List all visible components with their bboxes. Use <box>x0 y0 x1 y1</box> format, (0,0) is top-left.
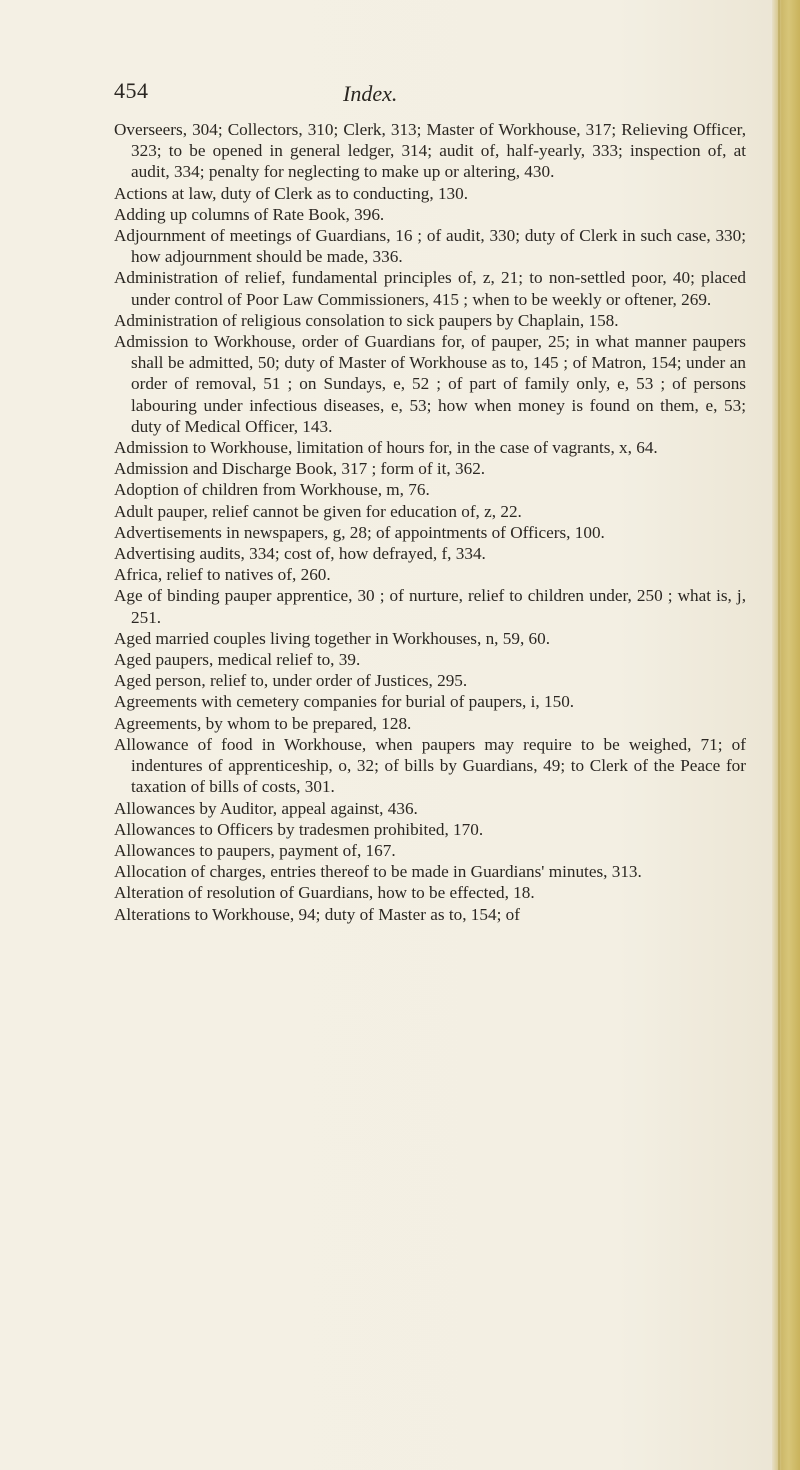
index-entry: Admission to Workhouse, order of Guardians for, of pauper, 25; in what manner paupers shall be admitted, 50; duty of Master of Workhouse as to, 145 ; of Matron, 154; under an order of removal, 51 ; on Sundays, e, 52 ; of part of family only, e, 53 ; of persons labouring under infectious diseases, e, 53; how when money is found on them, e, 53; duty of Medical Officer, 143. <box>114 332 746 436</box>
index-entry: Alterations to Workhouse, 94; duty of Master as to, 154; of <box>114 904 520 924</box>
index-entries <box>114 119 746 925</box>
index-entry: Aged married couples living together in Workhouses, n, 59, 60. <box>114 628 551 648</box>
index-entry: Adding up columns of Rate Book, 396. <box>114 204 385 224</box>
index-entry: Admission and Discharge Book, 317 ; form of it, 362. <box>114 459 486 479</box>
index-entry: Allocation of charges, entries thereof to be made in Guardians' minutes, 313. <box>114 862 642 882</box>
index-entry: Administration of relief, fundamental principles of, z, 21; to non-settled poor, 40; placed under control of Poor Law Commissioners, 415 ; when to be weekly or oftener, 269. <box>114 268 746 309</box>
index-entry: Allowances by Auditor, appeal against, 436. <box>114 798 418 818</box>
index-entry: Actions at law, duty of Clerk as to conducting, 130. <box>114 183 469 203</box>
index-entry: Agreements, by whom to be prepared, 128. <box>114 713 412 733</box>
index-entry: Adult pauper, relief cannot be given for education of, z, 22. <box>114 501 522 521</box>
index-entry: Administration of religious consolation to sick paupers by Chaplain, 158. <box>114 310 619 330</box>
running-head: Index. <box>343 81 398 106</box>
index-entry: Advertisements in newspapers, g, 28; of appointments of Officers, 100. <box>114 522 605 542</box>
index-entry: Alteration of resolution of Guardians, how to be effected, 18. <box>114 883 535 903</box>
index-entry: Age of binding pauper apprentice, 30 ; of nurture, relief to children under, 250 ; what is, j, 251. <box>114 586 746 627</box>
index-entry: Admission to Workhouse, limitation of hours for, in the case of vagrants, x, 64. <box>114 438 658 458</box>
index-entry: Advertising audits, 334; cost of, how defrayed, f, 334. <box>114 544 486 564</box>
index-entry: Adoption of children from Workhouse, m, 76. <box>114 480 430 500</box>
index-entry: Aged person, relief to, under order of Justices, 295. <box>114 671 468 691</box>
index-entry: Overseers, 304; Collectors, 310; Clerk, 313; Master of Workhouse, 317; Relieving Officer, 323; to be opened in general ledger, 314; audit of, half-yearly, 333; inspection of, at audit, 334; penalty for neglecting to make up or altering, 430. <box>114 120 746 182</box>
index-entry: Aged paupers, medical relief to, 39. <box>114 650 361 670</box>
index-entry: Allowance of food in Workhouse, when paupers may require to be weighed, 71; of indentures of apprenticeship, o, 32; of bills by Guardians, 49; to Clerk of the Peace for taxation of bills of costs, 301. <box>114 734 746 797</box>
index-entry: Allowances to paupers, payment of, 167. <box>114 840 396 860</box>
page-edge <box>772 0 800 1470</box>
index-entry: Adjournment of meetings of Guardians, 16 ; of audit, 330; duty of Clerk in such case, 330; how adjournment should be made, 336. <box>114 226 746 267</box>
index-entry: Africa, relief to natives of, 260. <box>114 565 331 585</box>
page-number: 454 <box>114 78 149 103</box>
index-entry: Allowances to Officers by tradesmen prohibited, 170. <box>114 819 484 839</box>
index-entry: Agreements with cemetery companies for burial of paupers, i, 150. <box>114 692 575 712</box>
